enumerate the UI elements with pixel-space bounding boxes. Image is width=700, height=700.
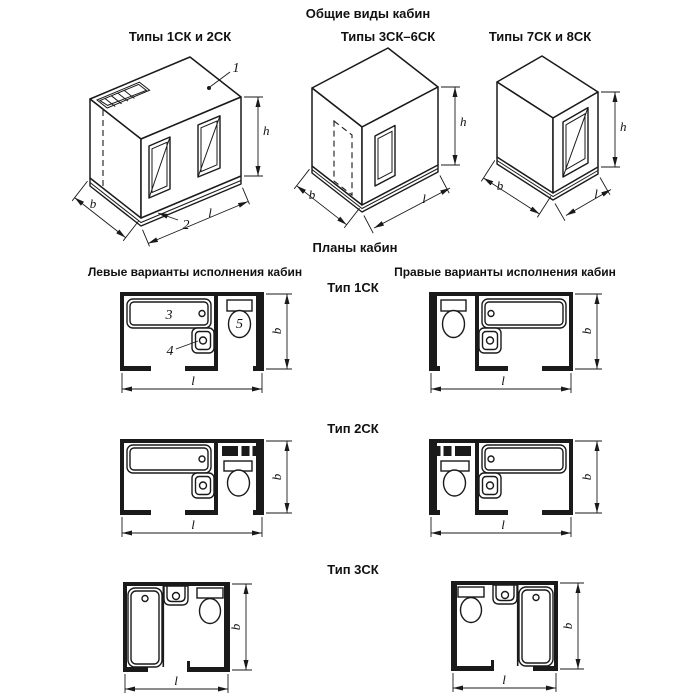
dim-h-label: h — [620, 119, 627, 134]
dimension-b — [228, 584, 252, 670]
plans-title: Планы кабин — [312, 240, 398, 255]
dimension-l — [122, 373, 262, 393]
dimension-l — [125, 673, 228, 693]
dim-b-label: b — [496, 178, 504, 193]
plan-2sk-left-geometry — [120, 439, 264, 515]
dim-b-label: b — [269, 473, 284, 481]
plan-3sk-right-geometry — [451, 581, 558, 671]
plan-3sk-right — [451, 581, 584, 692]
isometric-view-type3-6 — [294, 48, 466, 233]
dim-b-label: b — [579, 473, 594, 481]
part-number-2: 2 — [182, 218, 190, 233]
part-number-4: 4 — [166, 344, 174, 359]
overview-title: Общие виды кабин — [305, 6, 431, 21]
column-header-left: Левые варианты исполнения кабин — [87, 265, 303, 279]
dimension-b — [560, 583, 584, 669]
view-label-type3-6: Типы 3СК–6СК — [340, 29, 436, 44]
dim-h-label: h — [460, 114, 467, 129]
dimension-b — [266, 441, 292, 513]
dimension-b — [575, 294, 602, 369]
plan-type-label-1sk: Тип 1СК — [327, 280, 379, 295]
plan-1sk-left — [120, 292, 292, 393]
dimension-l — [453, 672, 556, 692]
dim-l-label: l — [594, 186, 598, 201]
dimension-l — [431, 373, 571, 393]
dim-l-label: l — [191, 373, 195, 388]
plan-type-label-2sk: Тип 2СК — [327, 421, 379, 436]
plan-2sk-left — [120, 439, 292, 537]
part-number-1: 1 — [232, 61, 240, 76]
dimension-b — [266, 294, 292, 369]
plan-1sk-right-geometry — [429, 292, 573, 371]
dim-l-label: l — [208, 205, 212, 220]
dimension-h — [601, 92, 627, 167]
dim-l-label: l — [502, 672, 506, 687]
view-label-type1-2: Типы 1СК и 2СК — [128, 29, 232, 44]
plan-3sk-left — [123, 582, 252, 693]
dim-b-label: b — [579, 327, 594, 335]
dim-l-label: l — [501, 517, 505, 532]
dim-b-label: b — [89, 196, 97, 211]
dimension-b — [575, 441, 602, 513]
dimension-h — [244, 97, 270, 176]
plan-2sk-right-geometry — [429, 439, 573, 515]
plan-1sk-right — [429, 292, 602, 393]
plan-2sk-right — [429, 439, 602, 537]
dim-b-label: b — [228, 623, 243, 631]
dim-b-label: b — [560, 622, 575, 630]
dim-l-label: l — [191, 517, 195, 532]
dim-l-label: l — [501, 373, 505, 388]
leader-part-2 — [158, 213, 190, 233]
dimension-h — [441, 87, 467, 165]
plan-type-label-3sk: Тип 3СК — [327, 562, 379, 577]
column-header-right: Правые варианты исполнения кабин — [394, 265, 616, 279]
isometric-view-type7-8 — [481, 56, 626, 221]
dim-b-label: b — [269, 327, 284, 335]
dimension-l — [122, 517, 262, 537]
view-label-type7-8: Типы 7СК и 8СК — [488, 29, 592, 44]
part-number-3: 3 — [165, 308, 173, 323]
dim-l-label: l — [422, 191, 426, 206]
dim-h-label: h — [263, 123, 270, 138]
dimension-l — [431, 517, 571, 537]
plan-3sk-left-geometry — [123, 582, 230, 672]
dim-b-label: b — [308, 187, 316, 202]
part-number-5: 5 — [236, 317, 243, 332]
dim-l-label: l — [174, 673, 178, 688]
isometric-view-type1-2 — [72, 57, 269, 246]
